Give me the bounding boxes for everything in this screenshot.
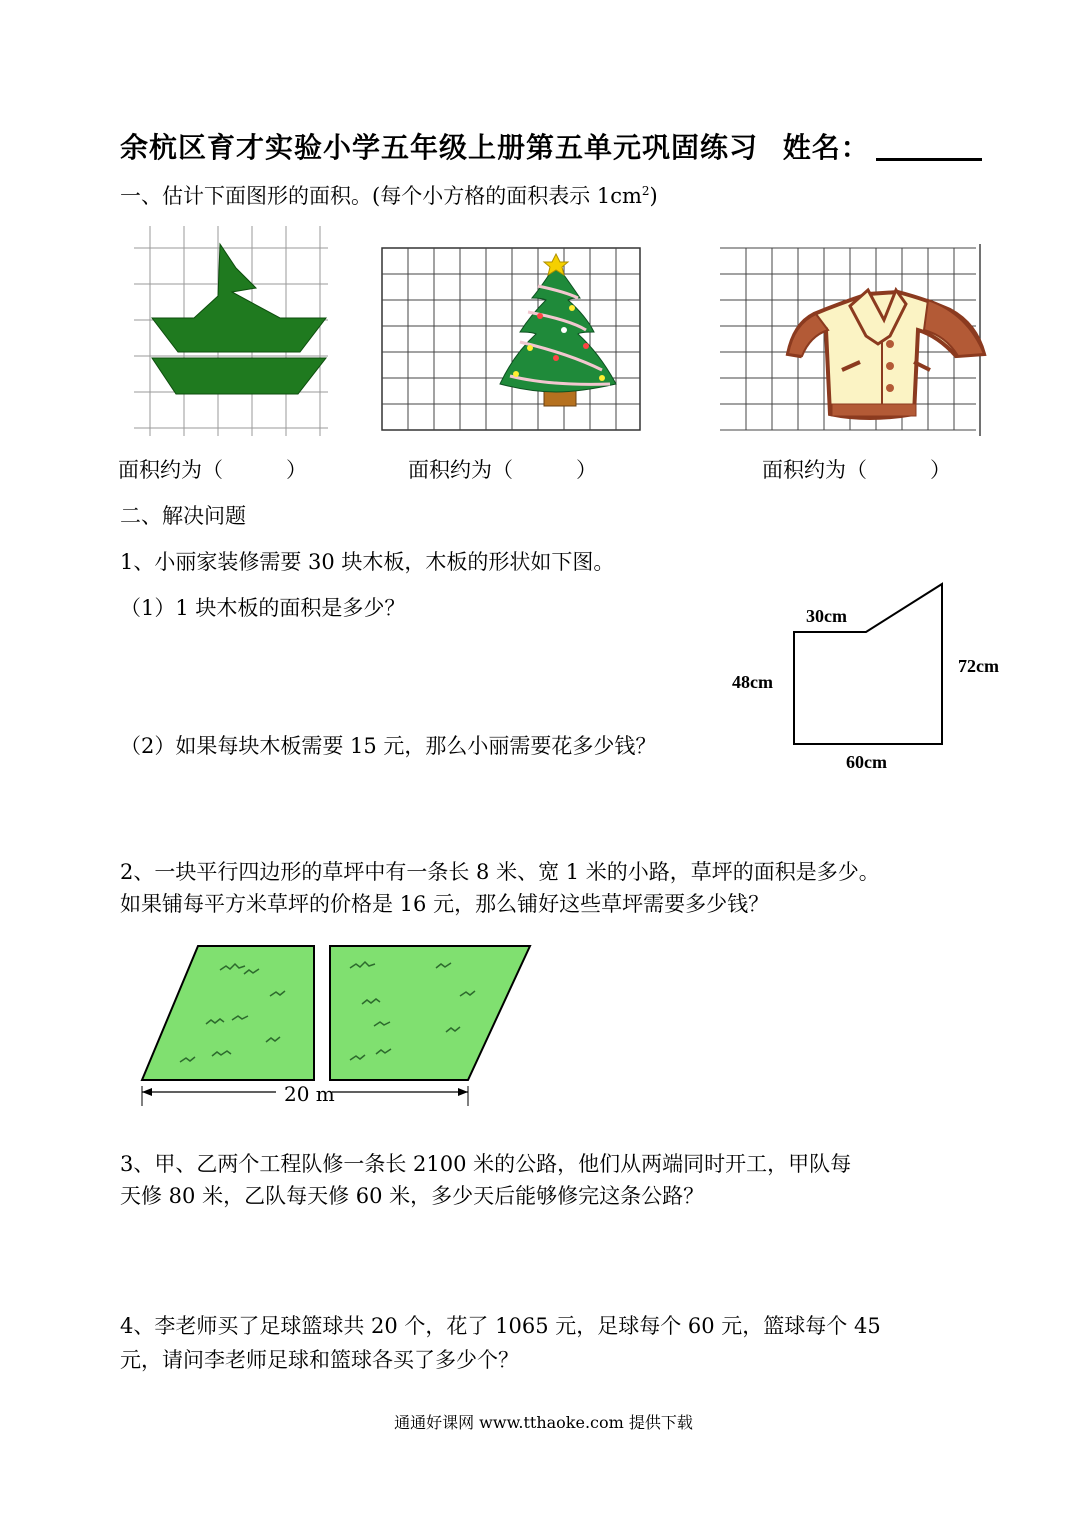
sailboat-figure: [132, 226, 332, 438]
figure3-answer[interactable]: 面积约为（ ）: [762, 458, 951, 482]
q2-line2: 如果铺每平方米草坪的价格是 16 元，那么铺好这些草坪需要多少钱？: [120, 892, 770, 916]
q3-line1: 3、甲、乙两个工程队修一条长 2100 米的公路，他们从两端同时开工，甲队每: [120, 1152, 852, 1176]
lawn-figure: [136, 940, 536, 1112]
q1-sub1: （1）1 块木板的面积是多少？: [120, 596, 406, 620]
dim-right: 72cm: [958, 656, 999, 676]
name-blank[interactable]: [876, 132, 982, 161]
q4-line1: 4、李老师买了足球篮球共 20 个，花了 1065 元，足球每个 60 元，篮球每个 45: [120, 1314, 881, 1338]
dim-left: 48cm: [732, 672, 773, 692]
dim-top: 30cm: [806, 606, 847, 626]
jacket-icon: [788, 290, 984, 418]
figure2-answer[interactable]: 面积约为（ ）: [408, 458, 597, 482]
lawn-base-label: 20 m: [284, 1082, 335, 1106]
q4-line2: 元，请问李老师足球和篮球各买了多少个？: [120, 1348, 519, 1372]
sailboat-icon: [152, 244, 326, 352]
figure1-answer[interactable]: 面积约为（ ）: [118, 458, 307, 482]
q3-line2: 天修 80 米，乙队每天修 60 米，多少天后能够修完这条公路？: [120, 1184, 705, 1208]
section1-heading: 一、估计下面图形的面积。(每个小方格的面积表示 $1cm^2$): [120, 184, 658, 208]
christmas-tree-icon: [500, 254, 616, 406]
page-footer: 通通好课网 www.tthaoke.com 提供下载: [394, 1413, 693, 1432]
q2-line1: 2、一块平行四边形的草坪中有一条长 8 米、宽 1 米的小路，草坪的面积是多少。: [120, 860, 880, 884]
name-label: 姓名：: [782, 131, 870, 164]
section2-heading: 二、解决问题: [120, 504, 246, 528]
q1-text: 1、小丽家装修需要 30 块木板，木板的形状如下图。: [120, 550, 615, 574]
q1-sub2: （2）如果每块木板需要 15 元，那么小丽需要花多少钱？: [120, 734, 657, 758]
christmas-tree-figure: [380, 246, 642, 436]
page-title: 余杭区育才实验小学五年级上册第五单元巩固练习 姓名：: [120, 126, 982, 166]
dim-bottom: 60cm: [846, 752, 887, 772]
jacket-figure: [718, 244, 990, 438]
